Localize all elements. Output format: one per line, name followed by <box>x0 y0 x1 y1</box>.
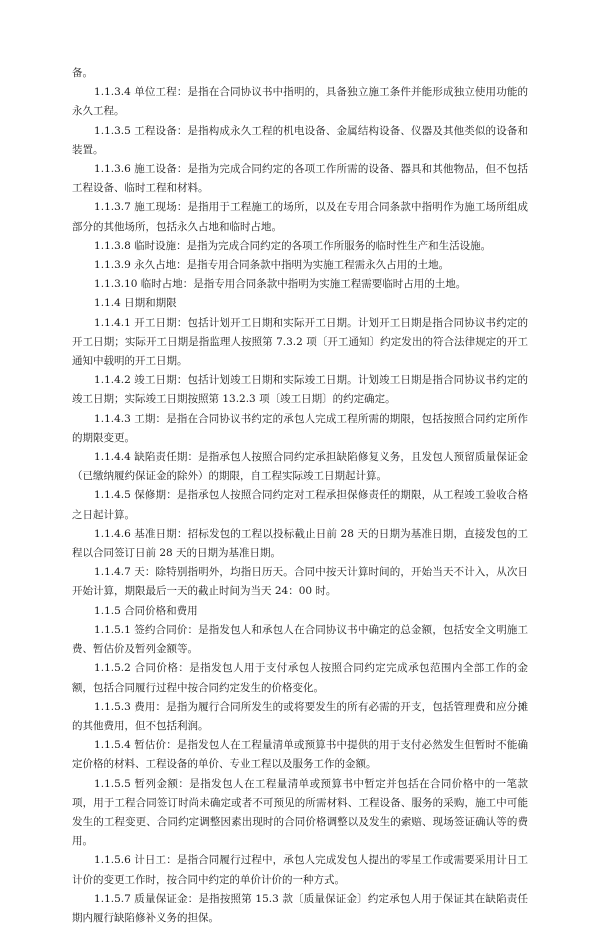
paragraph: 1.1.5.5 暂列金额：是指发包人在工程量清单或预算书中暂定并包括在合同价格中的一笔款项，用于工程合同签订时尚未确定或者不可预见的所需材料、工程设备、服务的采购，施工中可能发生的工程变更、合同约定调整因素出现时的合同价格调整以及发生的索赔、现场签证确认等的费用。 <box>72 777 528 848</box>
paragraph: 1.1.5.7 质量保证金：是指按照第 15.3 款〔质量保证金〕约定承包人用于保证其在缺陷责任期内履行缺陷修补义务的担保。 <box>72 892 528 924</box>
paragraph: 1.1.3.10 临时占地：是指专用合同条款中指明为实施工程需要临时占用的土地。 <box>94 278 467 291</box>
paragraph: 1.1.3.4 单位工程：是指在合同协议书中指明的，具备独立施工条件并能形成独立使用功能的永久工程。 <box>72 86 528 118</box>
paragraph: 1.1.4.1 开工日期：包括计划开工日期和实际开工日期。计划开工日期是指合同协议书约定的开工日期；实际开工日期是指监理人按照第 7.3.2 项〔开工通知〕约定发出的符合法律规定的开工通知中载明的开工日期。 <box>72 316 528 368</box>
paragraph: 1.1.3.7 施工现场：是指用于工程施工的场所，以及在专用合同条款中指明作为施工场所组成部分的其他场所，包括永久占地和临时占地。 <box>72 201 528 233</box>
paragraph: 1.1.3.9 永久占地：是指专用合同条款中指明为实施工程需永久占用的土地。 <box>94 259 450 272</box>
paragraph: 1.1.4.3 工期：是指在合同协议书约定的承包人完成工程所需的期限，包括按照合同约定所作的期限变更。 <box>72 412 528 444</box>
paragraph: 1.1.3.8 临时设施：是指为完成合同约定的各项工作所服务的临时性生产和生活设施。 <box>94 239 492 252</box>
paragraph: 1.1.3.6 施工设备：是指为完成合同约定的各项工作所需的设备、器具和其他物品，但不包括工程设备、临时工程和材料。 <box>72 163 528 195</box>
paragraph: 1.1.5.2 合同价格：是指发包人用于支付承包人按照合同约定完成承包范围内全部工作的金额，包括合同履行过程中按合同约定发生的价格变化。 <box>72 662 528 694</box>
paragraph: 1.1.4.7 天：除特别指明外，均指日历天。合同中按天计算时间的，开始当天不计入，从次日开始计算，期限最后一天的截止时间为当天 24：00 时。 <box>72 566 528 598</box>
section-heading: 1.1.4 日期和期限 <box>94 297 177 310</box>
paragraph: 1.1.5.3 费用：是指为履行合同所发生的或将要发生的所有必需的开支，包括管理费和应分摊的其他费用，但不包括利润。 <box>72 700 528 732</box>
section-heading: 1.1.5 合同价格和费用 <box>94 604 198 617</box>
paragraph: 1.1.4.2 竣工日期：包括计划竣工日期和实际竣工日期。计划竣工日期是指合同协议书约定的竣工日期；实际竣工日期按照第 13.2.3 项〔竣工日期〕的约定确定。 <box>72 374 528 406</box>
paragraph: 1.1.4.6 基准日期：招标发包的工程以投标截止日前 28 天的日期为基准日期，直接发包的工程以合同签订日前 28 天的日期为基准日期。 <box>72 527 528 560</box>
paragraph: 1.1.4.5 保修期：是指承包人按照合同约定对工程承担保修责任的期限，从工程竣工验收合格之日起计算。 <box>72 489 528 521</box>
document-body <box>72 64 528 928</box>
paragraph: 1.1.5.4 暂估价：是指发包人在工程量清单或预算书中提供的用于支付必然发生但暂时不能确定价格的材料、工程设备的单价、专业工程以及服务工作的金额。 <box>72 739 528 771</box>
paragraph: 1.1.3.5 工程设备：是指构成永久工程的机电设备、金属结构设备、仪器及其他类似的设备和装置。 <box>72 124 528 156</box>
paragraph: 1.1.4.4 缺陷责任期：是指承包人按照合同约定承担缺陷修复义务，且发包人预留质量保证金（已缴纳履约保证金的除外）的期限，自工程实际竣工日期起计算。 <box>72 451 528 483</box>
paragraph: 备。 <box>72 67 93 79</box>
paragraph: 1.1.5.1 签约合同价：是指发包人和承包人在合同协议书中确定的总金额，包括安全文明施工费、暂估价及暂列金额等。 <box>72 623 528 656</box>
paragraph: 1.1.5.6 计日工：是指合同履行过程中，承包人完成发包人提出的零星工作或需要采用计日工计价的变更工作时，按合同中约定的单价计价的一种方式。 <box>72 854 528 886</box>
